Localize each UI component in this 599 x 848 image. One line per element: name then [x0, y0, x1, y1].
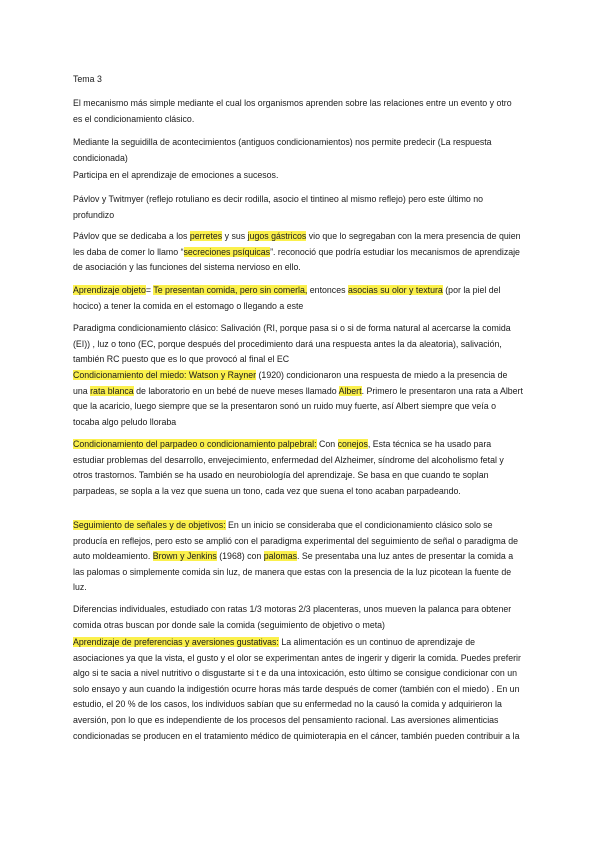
paragraph-3 — [73, 168, 523, 184]
highlighted-text: secreciones psíquicas — [183, 246, 271, 257]
document-title: Tema 3 — [73, 74, 102, 84]
highlighted-text: Seguimiento de señales y de objetivos: — [73, 520, 226, 530]
paragraph-7 — [73, 321, 523, 368]
paragraph-11 — [73, 602, 523, 633]
highlighted-text: Condicionamiento del miedo: Watson y Rayner — [73, 370, 257, 380]
text-run: . Primero le presentaron una rata a Albert que la acaricio, luego siempre que se la presentaron sonó un ruido muy fuerte, así Albert siempre que veía o tocaba algo peludo lloraba — [73, 385, 523, 427]
text-run: , Esta técnica se ha usado para estudiar problemas del desarrollo, envejecimiento, enfermedad del Alzheimer, síndrome del alcoholismo fetal y otros trastornos. También se ha usado en neurobiología del aprendizaje. Se basa en que cuando te soplan parpadeas, se sopla a la vez que suena un tono, cada vez que suena el tono acaban parpadeando. — [73, 439, 504, 496]
highlighted-text: conejos — [337, 439, 368, 449]
highlighted-text: asocias su olor y textura — [347, 285, 443, 295]
highlighted-text: perretes — [189, 231, 223, 241]
highlighted-text: palomas — [263, 551, 297, 562]
text-run: En un inicio se consideraba que el condicionamiento clásico solo se producía en reflejos, pero esto se amplió con el paradigma experimental del seguimiento de señal o paradigma de auto moldeamiento. — [73, 520, 518, 562]
paragraph-5 — [73, 229, 523, 276]
highlighted-text: Condicionamiento del parpadeo o condicionamiento palpebral: — [73, 439, 317, 449]
paragraph-8 — [73, 368, 523, 430]
paragraph-9 — [73, 437, 523, 499]
text-run: = — [145, 285, 154, 295]
highlighted-text: rata blanca — [90, 385, 134, 396]
paragraph-6 — [73, 283, 523, 314]
text-run: Participa en el aprendizaje de emociones a sucesos. — [73, 170, 279, 180]
text-run: . Se presentaba una luz antes de presentar la comida a las palomas o simplemente comida sin luz, de manera que estas con la presencia de la luz picotean la fuente de luz. — [73, 551, 514, 593]
text-run: (por la piel del hocico) a tener la comida en el estomago o llegando a este — [73, 285, 501, 311]
text-run: vio que lo segregaban con la mera presencia de quien les daba de comer lo llamo “ — [73, 231, 521, 257]
text-run: Paradigma condicionamiento clásico: Salivación (RI, porque pasa si o si de forma natural al acercarse la comida (EI)) , luz o tono (EC, porque después del procedimiento dará una respuesta antes la da aleatoria), salivación, también RC puesto que es lo que provocó al final el EC — [73, 323, 511, 365]
text-run: ”. reconoció que podría estudiar los mecanismos de aprendizaje de asociación y las funciones del sistema nervioso en ello. — [73, 246, 520, 273]
text-run: (1968) con — [216, 551, 264, 562]
text-run: (1920) condicionaron una respuesta de miedo a la presencia de una — [73, 370, 508, 396]
highlighted-text: Aprendizaje de preferencias y aversiones gustativas: — [73, 637, 279, 647]
paragraph-1 — [73, 96, 523, 127]
paragraph-2 — [73, 135, 523, 166]
text-run: El mecanismo más simple mediante el cual los organismos aprenden sobre las relaciones entre un evento y otro es el condicionamiento clásico. — [73, 98, 512, 124]
text-run: entonces — [307, 285, 348, 295]
paragraph-10 — [73, 518, 523, 596]
highlighted-text: jugos gástricos — [247, 231, 307, 241]
text-run: Mediante la seguidilla de acontecimientos (antiguos condicionamientos) nos permite predecir (La respuesta condicionada) — [73, 137, 492, 163]
highlighted-text: Brown y Jenkins — [152, 551, 217, 562]
text-run: Pávlov y Twitmyer (reflejo rotuliano es decir rodilla, asocio el tintineo al mismo reflejo) pero este último no profundizo — [73, 194, 484, 220]
text-run: Diferencias individuales, estudiado con ratas 1/3 motoras 2/3 placenteras, unos mueven la palanca para obtener comida otras buscan por donde sale la comida (seguimiento de objetivo o meta) — [73, 604, 512, 630]
highlighted-text: Albert — [338, 385, 362, 396]
text-run: Pávlov que se dedicaba a los — [73, 231, 190, 241]
text-run: La alimentación es un continuo de aprendizaje de asociaciones ya que la vista, el gusto y el olor se experimentan antes de ingerir y digerir la comida. Puedes preferir algo si te sacia a nivel nutritivo o disgustarte si t e da una intoxicación, esto último se consigue condicionar con un solo ensayo y aun cuando la indigestión ocurre horas más tarde después de comer (también con el miedo) . En un estudio, el 20 % de los casos, los individuos sabían que su enfermedad no la causó la comida y adquirieron la aversión, pon lo que es independiente de los procesos del pensamiento racional. Las aversiones alimenticias condicionadas se producen en el tratamiento médico de quimioterapia en el cáncer, también pueden contribuir a la — [73, 637, 521, 741]
text-run: de laboratorio en un bebé de nueve meses llamado — [133, 385, 339, 396]
highlighted-text: Aprendizaje objeto — [73, 285, 146, 295]
text-run: Con — [316, 439, 338, 449]
paragraph-4 — [73, 192, 523, 223]
text-run: y sus — [222, 231, 248, 241]
highlighted-text: Te presentan comida, pero sin comerla, — [153, 285, 308, 295]
paragraph-12 — [73, 635, 523, 744]
